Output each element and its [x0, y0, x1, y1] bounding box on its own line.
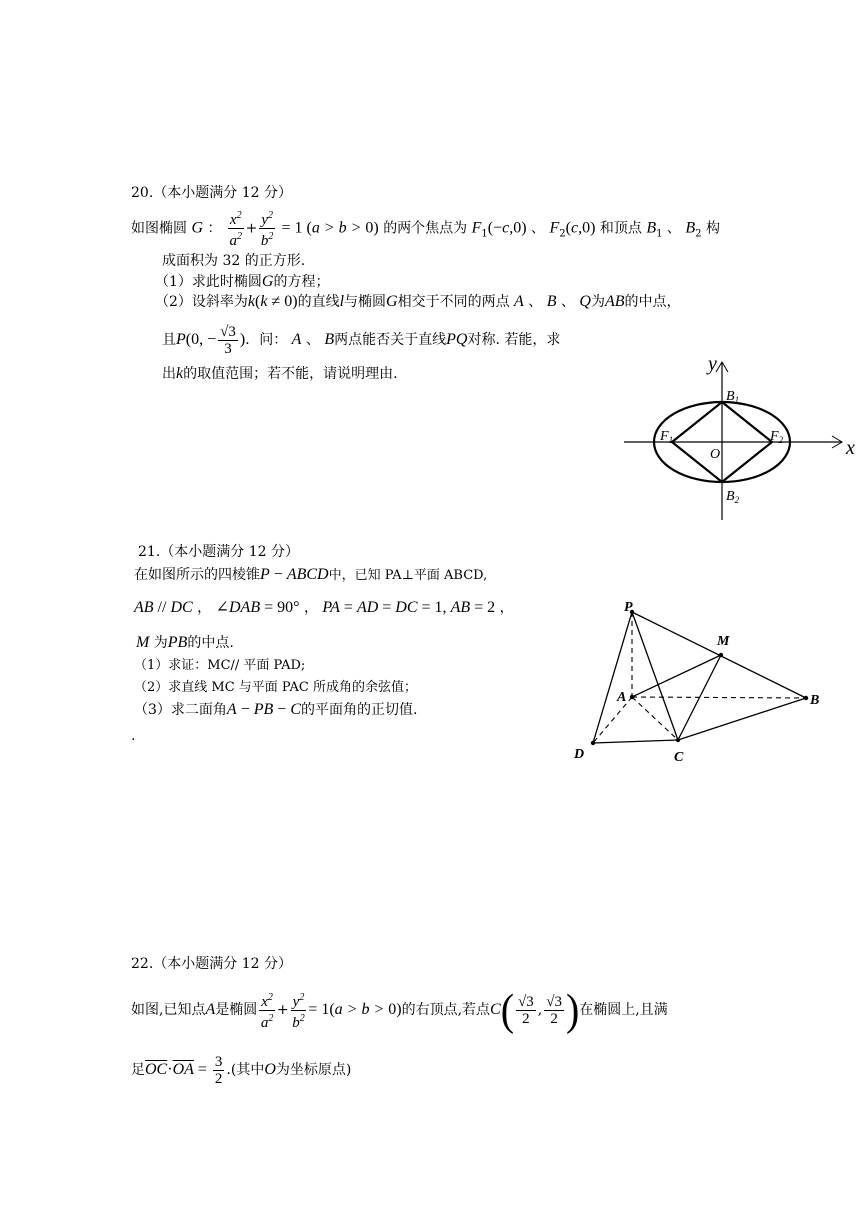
q20-part4: 出k的取值范围；若不能，请说明理由. — [162, 365, 398, 382]
q20-part2: （2）设斜率为k(k ≠ 0)的直线l与椭圆G相交于不同的两点 A 、 B 、 Q为AB的中点， — [155, 293, 681, 310]
label-P: P — [624, 600, 633, 615]
point-B — [804, 696, 808, 700]
q21-line1: 在如图所示的四棱锥P − ABCD中，已知 PA⊥平面 ABCD, — [134, 566, 488, 583]
q20-line2: 成面积为 32 的正方形. — [162, 253, 306, 269]
q20-part1: （1）求此时椭圆G的方程； — [155, 273, 330, 290]
point-M — [719, 653, 723, 657]
b2-label: $B_2$ — [726, 489, 740, 505]
point-D — [591, 741, 595, 745]
origin-label: O — [710, 447, 721, 462]
y-axis-label: y — [708, 353, 717, 375]
pyramid-figure — [570, 595, 830, 770]
label-C: C — [674, 750, 684, 765]
point-C — [676, 738, 680, 742]
q21-part3: （3）求二面角A − PB − C的平面角的正切值. — [134, 701, 418, 718]
q20-header: 20.（本小题满分 12 分） — [131, 185, 292, 201]
edge-CB — [678, 698, 806, 740]
q21-line3: M 为PB的中点. — [136, 634, 234, 651]
label-M: M — [717, 634, 730, 649]
ellipse-figure — [620, 350, 860, 525]
f2-label: $F_2$ — [770, 429, 784, 445]
q22-line2: 足$\overline{OC}\cdot\overline{OA}$ = $\frac{3}{2}$ .(其中O为坐标原点) — [131, 1053, 352, 1087]
q21-header: 21.（本小题满分 12 分） — [138, 544, 299, 560]
label-A: A — [617, 690, 627, 705]
edge-AB — [632, 697, 806, 698]
b1-label: $B_1$ — [726, 389, 740, 405]
q20-part3: 且P(0, − $\frac{√3}{3}$ )．问： A 、 B两点能否关于直线PQ对称. 若能，求 — [162, 323, 561, 357]
edge-AM — [632, 655, 721, 697]
label-D: D — [574, 747, 585, 762]
edge-AC — [632, 697, 678, 740]
label-B: B — [810, 693, 820, 708]
q21-line2: AB // DC ， ∠DAB = 90° ， PA = AD = DC = 1, AB = 2 ， — [134, 599, 514, 616]
x-axis-label: x — [846, 437, 855, 459]
q20-intro: 如图椭圆 G ： $\frac{x^2}{a^2}$ + $\frac{y^2}{b^2}$ = 1 (a > b > 0) 的两个焦点为 $F_1(-c,0)$ 、 $F_2(c,0)$ 和顶点 $B_1$ 、 $B_2$ 构 — [131, 210, 720, 249]
f1-label: $F_1$ — [660, 429, 674, 445]
point-A — [630, 695, 634, 699]
edge-PD — [593, 612, 632, 743]
q22-line1: 如图,已知点A是椭圆 $\frac{x^2}{a^2}$ + $\frac{y^2}{b^2}$ = 1(a > b > 0)的右顶点,若点C( $\frac{√3}{2}$ , $\frac{√3}{2}$ )在椭圆上,且满 — [131, 984, 668, 1035]
q21-dot: . — [131, 728, 136, 744]
q21-part1: （1）求证：MC// 平面 PAD; — [134, 658, 306, 673]
edge-DC — [593, 740, 678, 743]
q21-part2: （2）求直线 MC 与平面 PAC 所成角的余弦值； — [134, 680, 417, 695]
q22-header: 22.（本小题满分 12 分） — [131, 956, 292, 972]
